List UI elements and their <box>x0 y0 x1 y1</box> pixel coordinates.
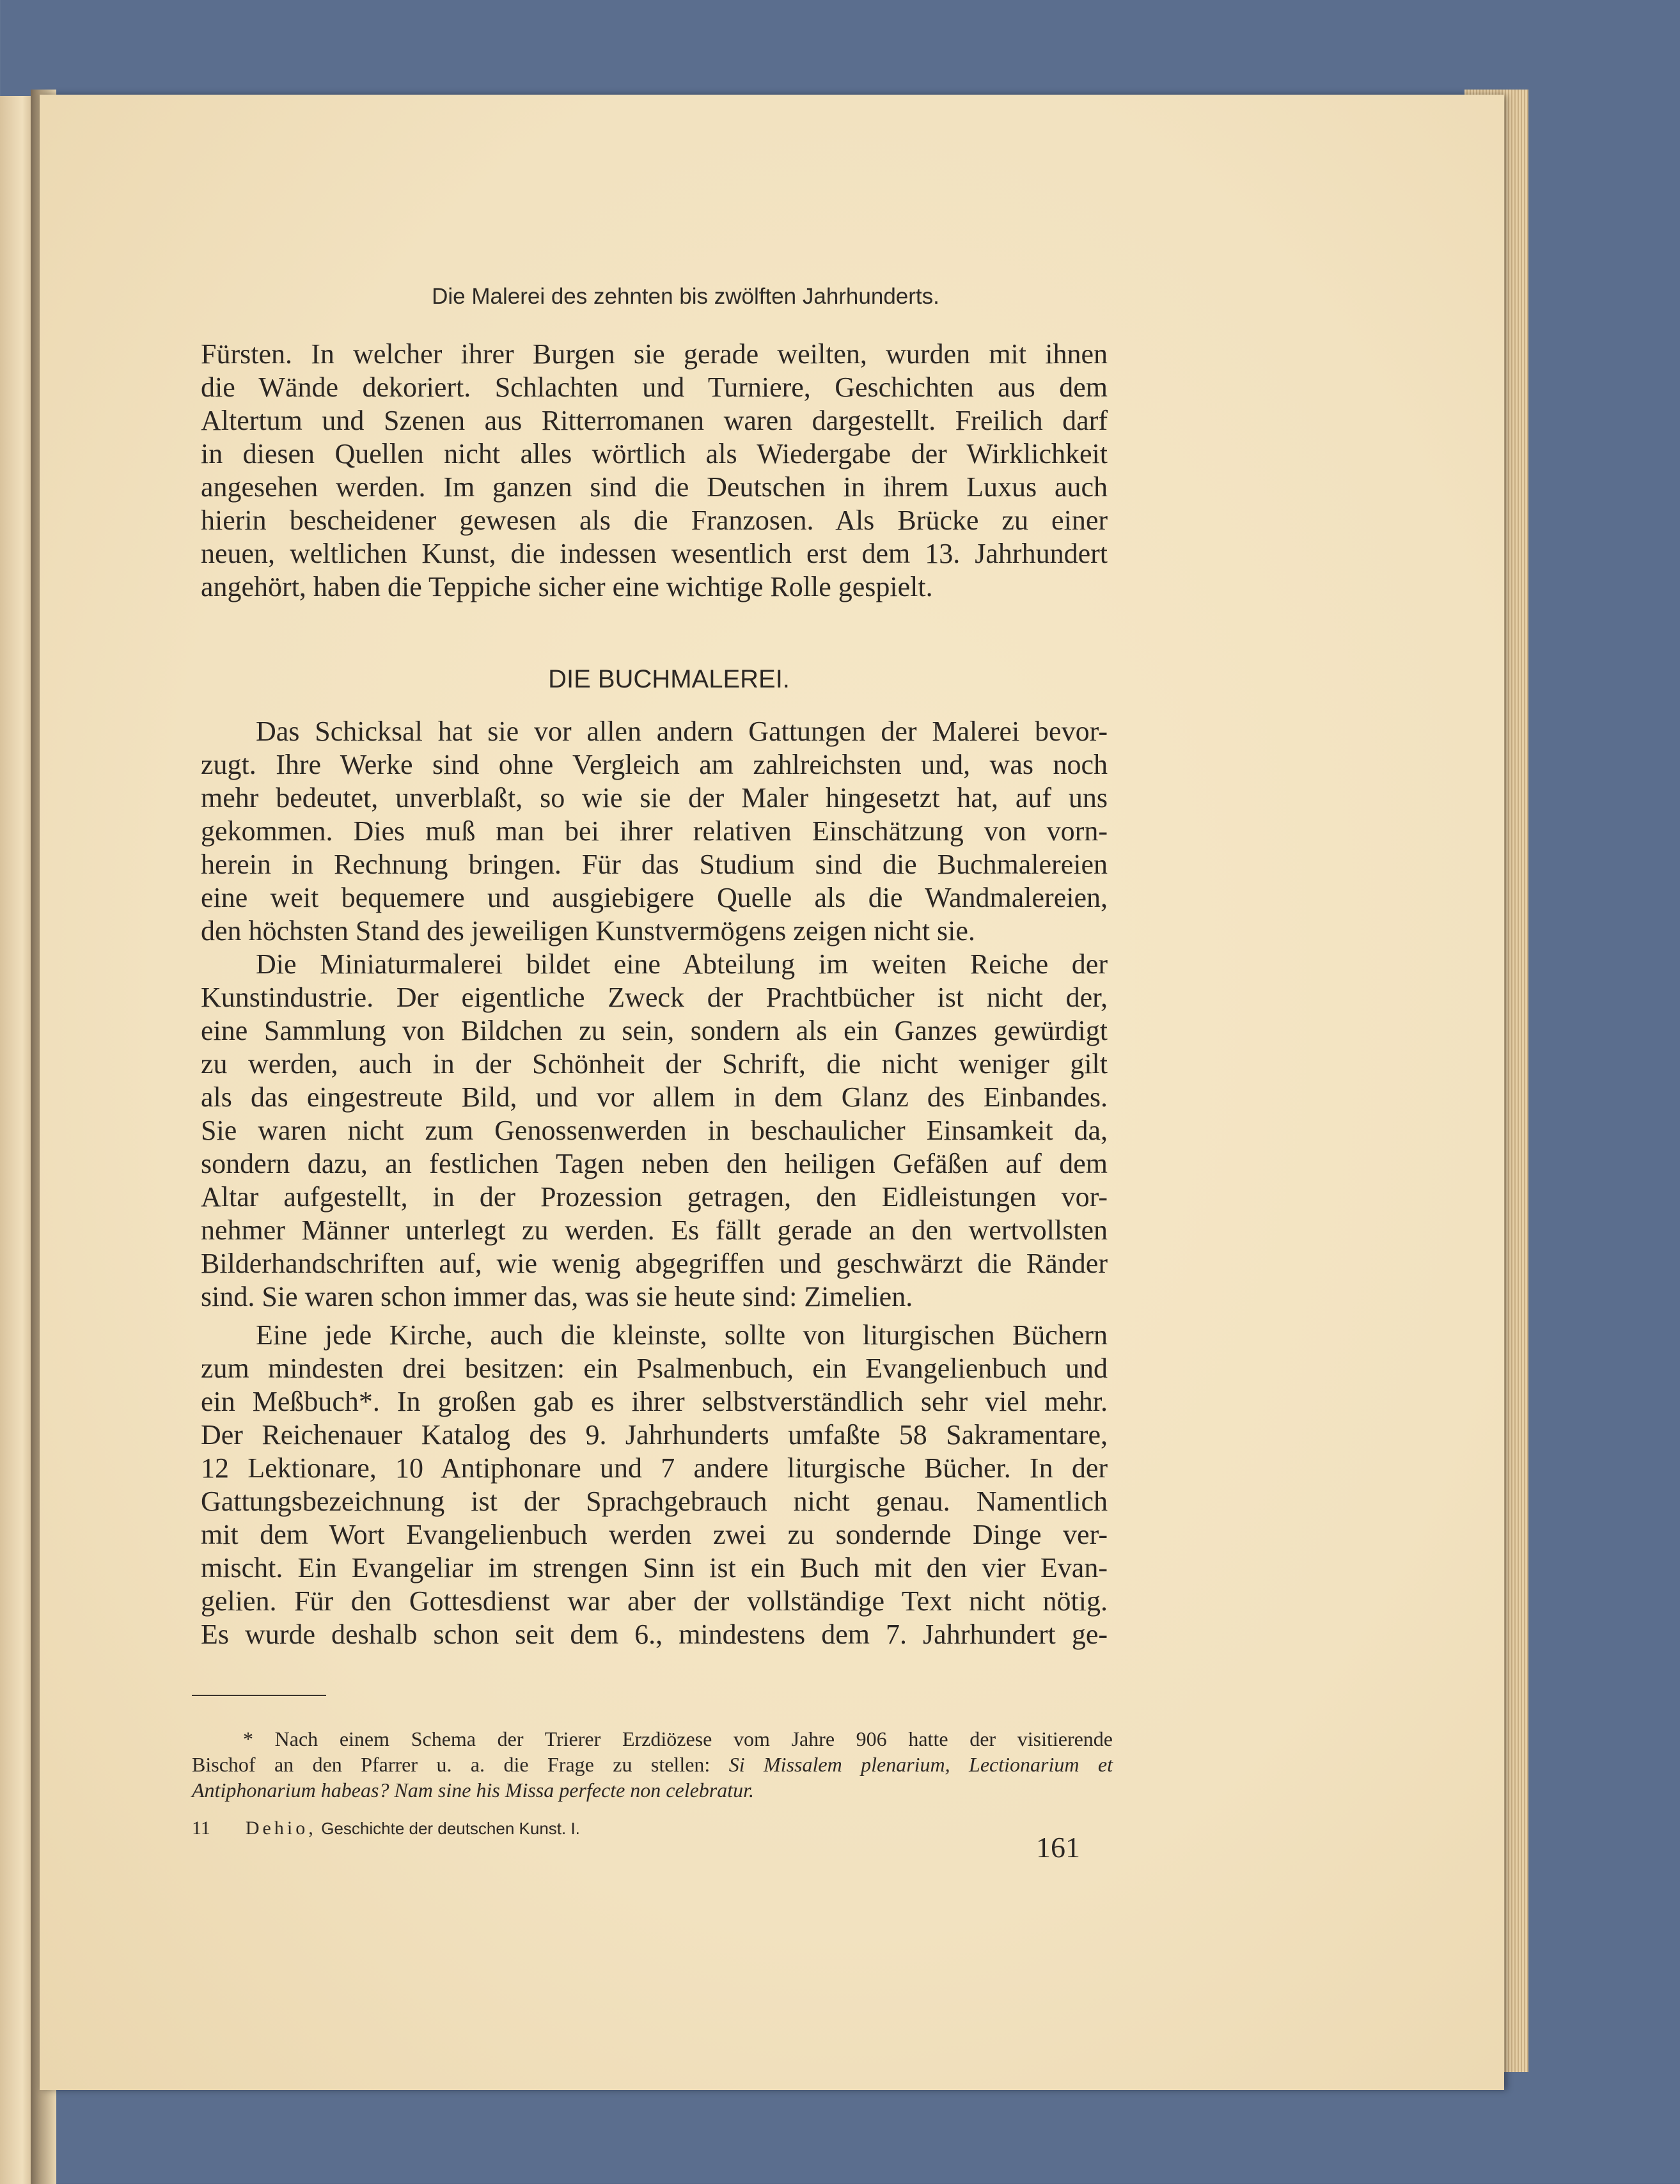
text-line: mischt. Ein Evangeliar im strengen Sinn ist ein Buch mit den vier Evan- <box>201 1552 1108 1583</box>
footnote-line: * Nach einem Schema der Trierer Erzdiözese vom Jahre 906 hatte der visitierende <box>243 1727 1113 1750</box>
text-line: Fürsten. In welcher ihrer Burgen sie gerade weilten, wurden mit ihnen <box>201 338 1108 370</box>
page-number: 161 <box>1036 1831 1080 1864</box>
footnote-line: Antiphonarium habeas? Nam sine his Missa perfecte non celebratur. <box>192 1779 755 1802</box>
text-line: gelien. Für den Gottesdienst war aber der vollständige Text nicht nötig. <box>201 1585 1108 1617</box>
footnote-line <box>192 1752 1113 1777</box>
signature-line <box>192 1818 580 1839</box>
text-line: als das eingestreute Bild, und vor allem in dem Glanz des Einbandes. <box>201 1081 1108 1113</box>
text-line: Gattungsbezeichnung ist der Sprachgebrauch nicht genau. Namentlich <box>201 1486 1108 1517</box>
footnote-latin: Si Missalem plenarium, Lectionarium et <box>728 1753 1113 1776</box>
text-line: Eine jede Kirche, auch die kleinste, sollte von liturgischen Büchern <box>256 1319 1108 1351</box>
text-line: gekommen. Dies muß man bei ihrer relativen Einschätzung von vorn- <box>201 815 1108 847</box>
signature-author: Dehio, <box>245 1818 317 1839</box>
text-line: 12 Lektionare, 10 Antiphonare und 7 andere liturgische Bücher. In der <box>201 1452 1108 1484</box>
section-heading: DIE BUCHMALEREI. <box>548 665 790 693</box>
text-line: Die Miniaturmalerei bildet eine Abteilung im weiten Reiche der <box>256 948 1108 980</box>
text-line: eine Sammlung von Bildchen zu sein, sondern als ein Ganzes gewürdigt <box>201 1015 1108 1046</box>
text-line: mit dem Wort Evangelienbuch werden zwei zu sondernde Dinge ver- <box>201 1519 1108 1550</box>
sheet-number: 11 <box>192 1818 210 1839</box>
footnote-text: Bischof an den Pfarrer u. a. die Frage zu stellen: <box>192 1753 729 1776</box>
text-line: sind. Sie waren schon immer das, was sie heute sind: Zimelien. <box>201 1281 913 1312</box>
text-line: den höchsten Stand des jeweiligen Kunstvermögens zeigen nicht sie. <box>201 915 975 947</box>
running-head: Die Malerei des zehnten bis zwölften Jahrhunderts. <box>432 284 939 309</box>
text-line: nehmer Männer unterlegt zu werden. Es fällt gerade an den wertvollsten <box>201 1214 1108 1246</box>
text-line: Es wurde deshalb schon seit dem 6., mindestens dem 7. Jahrhundert ge- <box>201 1619 1108 1650</box>
text-line: Der Reichenauer Katalog des 9. Jahrhunderts umfaßte 58 Sakramentare, <box>201 1419 1108 1450</box>
text-line: die Wände dekoriert. Schlachten und Turniere, Geschichten aus dem <box>201 372 1108 403</box>
text-line: hierin bescheidener gewesen als die Franzosen. Als Brücke zu einer <box>201 505 1108 536</box>
footnote-rule <box>192 1695 326 1696</box>
text-line: sondern dazu, an festlichen Tagen neben den heiligen Gefäßen auf dem <box>201 1148 1108 1179</box>
text-line: in diesen Quellen nicht alles wörtlich als Wiedergabe der Wirklichkeit <box>201 438 1108 469</box>
text-line: eine weit bequemere und ausgiebigere Quelle als die Wandmalereien, <box>201 882 1108 913</box>
text-line: Bilderhandschriften auf, wie wenig abgegriffen und geschwärzt die Ränder <box>201 1248 1108 1279</box>
text-line: neuen, weltlichen Kunst, die indessen wesentlich erst dem 13. Jahrhundert <box>201 538 1108 569</box>
text-line: zugt. Ihre Werke sind ohne Vergleich am zahlreichsten und, was noch <box>201 749 1108 780</box>
text-line: zu werden, auch in der Schönheit der Schrift, die nicht weniger gilt <box>201 1048 1108 1080</box>
text-line: Kunstindustrie. Der eigentliche Zweck der Prachtbücher ist nicht der, <box>201 982 1108 1013</box>
text-line: herein in Rechnung bringen. Für das Studium sind die Buchmalereien <box>201 849 1108 880</box>
text-line: mehr bedeutet, unverblaßt, so wie sie der Maler hingesetzt hat, auf uns <box>201 782 1108 813</box>
text-line: Sie waren nicht zum Genossenwerden in beschaulicher Einsamkeit da, <box>201 1115 1108 1146</box>
text-line: angesehen werden. Im ganzen sind die Deutschen in ihrem Luxus auch <box>201 471 1108 503</box>
text-line: Das Schicksal hat sie vor allen andern Gattungen der Malerei bevor- <box>256 716 1108 747</box>
text-line: zum mindesten drei besitzen: ein Psalmenbuch, ein Evangelienbuch und <box>201 1353 1108 1384</box>
text-line: Altertum und Szenen aus Ritterromanen waren dargestellt. Freilich darf <box>201 405 1108 436</box>
text-line: ein Meßbuch*. In großen gab es ihrer selbstverständlich sehr viel mehr. <box>201 1386 1108 1417</box>
text-line: Altar aufgestellt, in der Prozession getragen, den Eidleistungen vor- <box>201 1181 1108 1213</box>
text-line: angehört, haben die Teppiche sicher eine wichtige Rolle gespielt. <box>201 571 933 602</box>
signature-title: Geschichte der deutschen Kunst. I. <box>321 1819 580 1838</box>
